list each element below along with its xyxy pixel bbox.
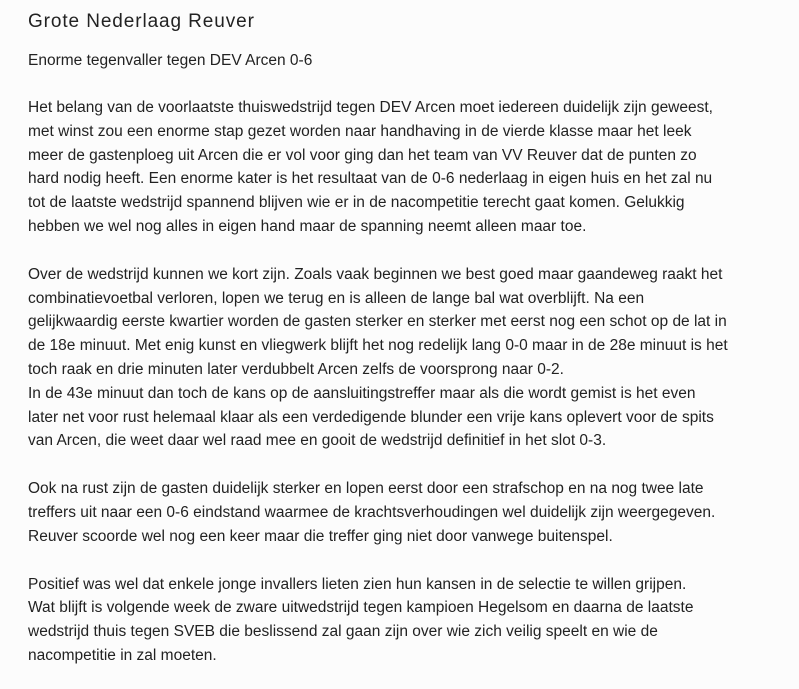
article-body <box>28 96 789 668</box>
paragraph-line: tot de laatste wedstrijd spannend blijven wie er in de nacompetitie terecht gaat komen. Gelukkig <box>28 194 685 212</box>
paragraph-line: In de 43e minuut dan toch de kans op de aansluitingstreffer maar als die wordt gemist is het even <box>28 384 696 402</box>
paragraph-line: meer de gastenploeg uit Arcen die er vol voor ging dan het team van VV Reuver dat de punten zo <box>28 146 697 164</box>
paragraph-line: wedstrijd thuis tegen SVEB die beslissend zal gaan zijn over wie zich veilig speelt en wie de <box>28 623 658 641</box>
paragraph-line: hard nodig heeft. Een enorme kater is het resultaat van de 0-6 nederlaag in eigen huis en het zal nu <box>28 170 713 188</box>
paragraph-line: Wat blijft is volgende week de zware uitwedstrijd tegen kampioen Hegelsom en daarna de laatste <box>28 599 694 617</box>
article-subtitle: Enorme tegenvaller tegen DEV Arcen 0-6 <box>28 52 313 69</box>
paragraph-line: hebben we wel nog alles in eigen hand maar de spanning neemt alleen maar toe. <box>28 217 587 235</box>
paragraph-line: Positief was wel dat enkele jonge invallers lieten zien hun kansen in de selectie te willen grijpen. <box>28 575 687 593</box>
paragraph-line: treffers uit naar een 0-6 eindstand waarmee de krachtsverhoudingen wel duidelijk zijn weergegeven. <box>28 503 716 521</box>
paragraph-line: combinatievoetbal verloren, lopen we terug en is alleen de lange bal wat overblijft. Na een <box>28 289 645 307</box>
article-paragraph <box>28 263 789 453</box>
paragraph-line: Ook na rust zijn de gasten duidelijk sterker en lopen eerst door een strafschop en na nog twee late <box>28 480 704 498</box>
article-paragraph <box>28 477 789 548</box>
paragraph-line: nacompetitie in zal moeten. <box>28 646 217 664</box>
paragraph-line: Het belang van de voorlaatste thuiswedstrijd tegen DEV Arcen moet iedereen duidelijk zijn geweest, <box>28 99 713 116</box>
paragraph-line: Over de wedstrijd kunnen we kort zijn. Zoals vaak beginnen we best goed maar gaandeweg raakt het <box>28 265 723 283</box>
paragraph-line: later net voor rust helemaal klaar als een verdedigende blunder een vrije kans oplevert voor de spits <box>28 408 714 426</box>
paragraph-line: van Arcen, die weet daar wel raad mee en gooit de wedstrijd definitief in het slot 0-3. <box>28 432 607 450</box>
article-title: Grote Nederlaag Reuver <box>28 11 255 32</box>
paragraph-line: Reuver scoorde wel nog een keer maar die treffer ging niet door vanwege buitenspel. <box>28 527 613 545</box>
article-paragraph <box>28 573 789 668</box>
article-paragraph <box>28 96 789 239</box>
paragraph-line: met winst zou een enorme stap gezet worden naar handhaving in de vierde klasse maar het leek <box>28 122 692 140</box>
paragraph-line: gelijkwaardig eerste kwartier worden de gasten sterker en sterker met eerst nog een schot op de lat in <box>28 313 727 331</box>
paragraph-line: de 18e minuut. Met enig kunst en vliegwerk blijft het nog redelijk lang 0-0 maar in de 28e minuut is het <box>28 337 728 355</box>
paragraph-line: toch raak en drie minuten later verdubbelt Arcen zelfs de voorsprong naar 0-2. <box>28 360 564 378</box>
